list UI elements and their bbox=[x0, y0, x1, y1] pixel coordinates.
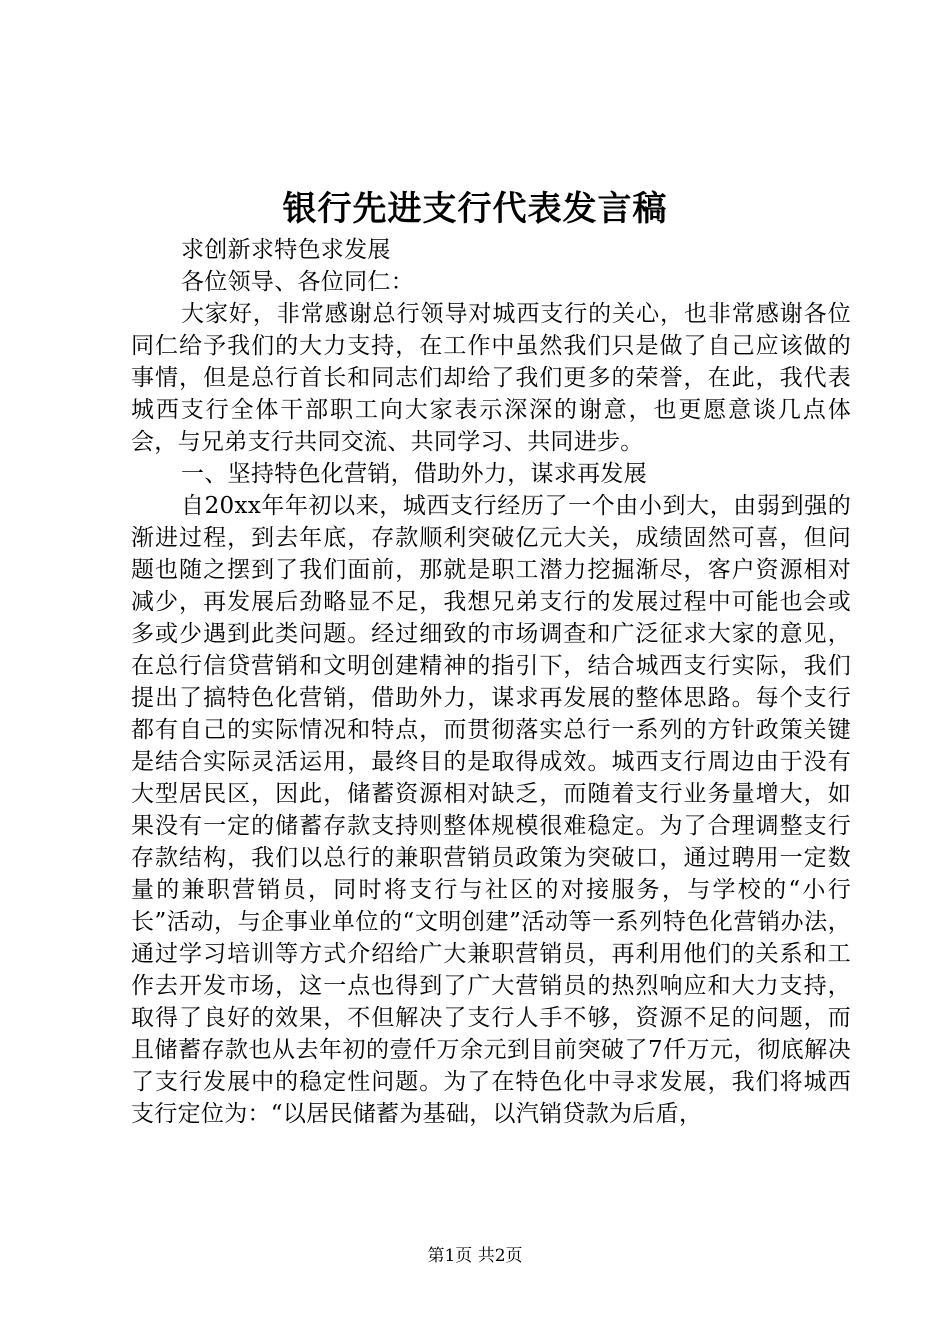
page-title: 银行先进支行代表发言稿 bbox=[282, 189, 668, 229]
document-body bbox=[131, 234, 851, 1130]
body-paragraph: 大家好，非常感谢总行领导对城西支行的关心，也非常感谢各位同仁给予我们的大力支持，在工作中虽然我们只是做了自己应该做的事情，但是总行首长和同志们却给了我们更多的荣誉，在此，我代表城西支行全体干部职工向大家表示深深的谢意，也更愿意谈几点体会，与兄弟支行共同交流、共同学习、共同进步。 bbox=[131, 301, 851, 455]
subtitle-paragraph: 求创新求特色求发展 bbox=[181, 237, 391, 263]
section-heading: 一、坚持特色化营销，借助外力，谋求再发展 bbox=[181, 461, 647, 487]
salutation-paragraph: 各位领导、各位同仁： bbox=[181, 269, 414, 295]
body-paragraph: 自20xx年年初以来，城西支行经历了一个由小到大，由弱到强的渐进过程，到去年底，存款顺利突破亿元大关，成绩固然可喜，但问题也随之摆到了我们面前，那就是职工潜力挖掘渐尽，客户资源相对减少，再发展后劲略显不足，我想兄弟支行的发展过程中可能也会或多或少遇到此类问题。经过细致的市场调查和广泛征求大家的意见，在总行信贷营销和文明创建精神的指引下，结合城西支行实际，我们提出了搞特色化营销，借助外力，谋求再发展的整体思路。每个支行都有自己的实际情况和特点，而贯彻落实总行一系列的方针政策关键是结合实际灵活运用，最终目的是取得成效。城西支行周边由于没有大型居民区，因此，储蓄资源相对缺乏，而随着支行业务量增大，如果没有一定的储蓄存款支持则整体规模很难稳定。为了合理调整支行存款结构，我们以总行的兼职营销员政策为突破口，通过聘用一定数量的兼职营销员，同时将支行与社区的对接服务，与学校的“小行长”活动，与企事业单位的“文明创建”活动等一系列特色化营销办法，通过学习培训等方式介绍给广大兼职营销员，再利用他们的关系和工作去开发市场，这一点也得到了广大营销员的热烈响应和大力支持，取得了良好的效果，不但解决了支行人手不够，资源不足的问题，而且储蓄存款也从去年初的壹仟万余元到目前突破了7仟万元，彻底解决了支行发展中的稳定性问题。为了在特色化中寻求发展，我们将城西支行定位为：“以居民储蓄为基础，以汽销贷款为后盾， bbox=[131, 493, 851, 1127]
page-footer: 第1页 共2页 bbox=[427, 1246, 523, 1266]
